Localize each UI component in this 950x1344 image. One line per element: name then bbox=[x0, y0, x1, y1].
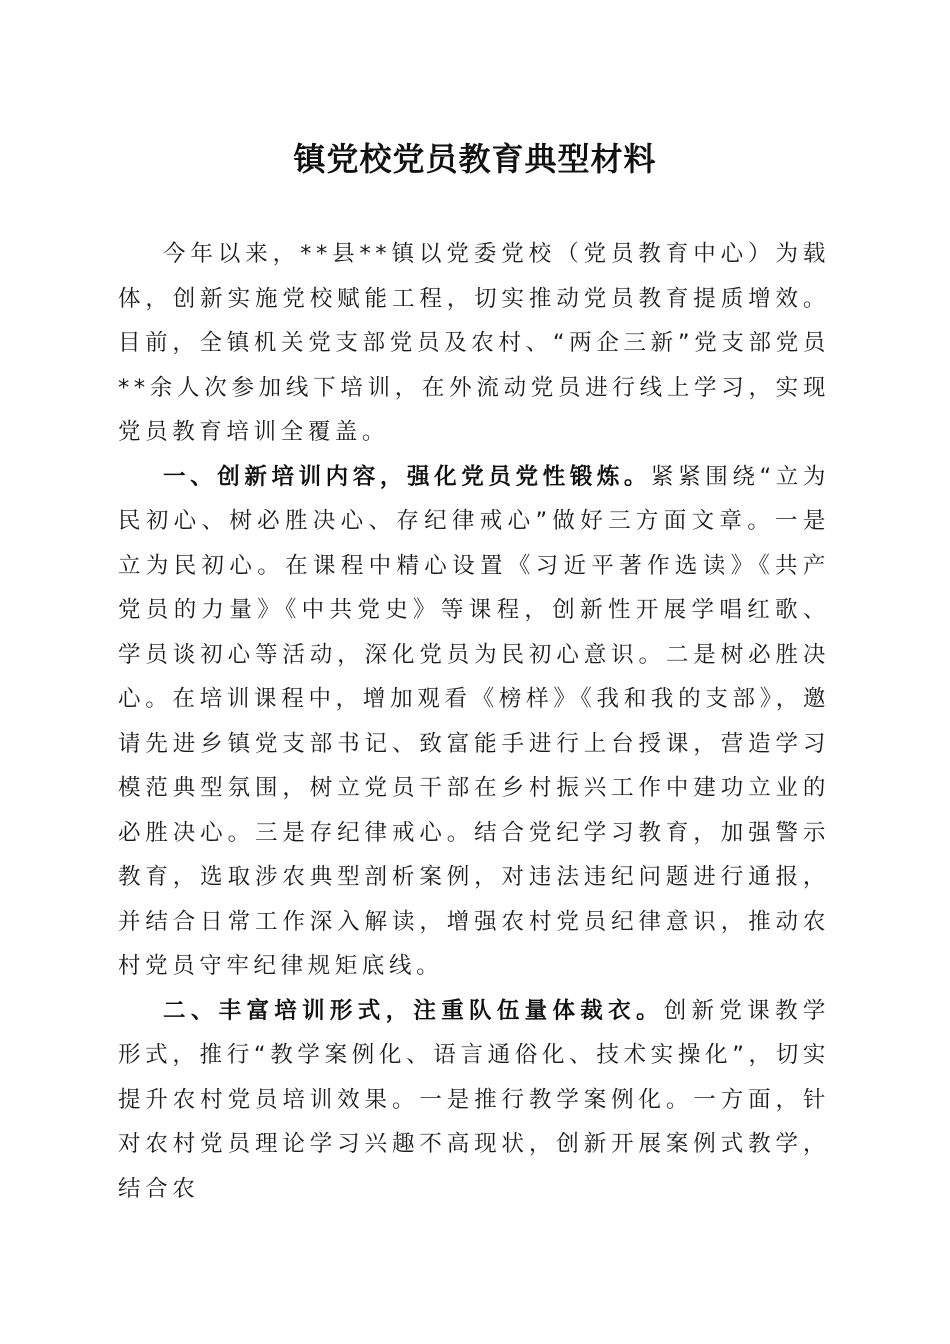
paragraph-text: 紧紧围绕“立为民初心、树必胜决心、存纪律戒心”做好三方面文章。一是立为民初心。在课程中精心设置《习近平著作选读》《共产党员的力量》《中共党史》等课程，创新性开展学唱红歌、学员谈初心等活动，深化党员为民初心意识。二是树必胜决心。在培训课程中，增加观看《榜样》《我和我的支部》，邀请先进乡镇党支部书记、致富能手进行上台授课，营造学习模范典型氛围，树立党员干部在乡村振兴工作中建功立业的必胜决心。三是存纪律戒心。结合党纪学习教育，加强警示教育，选取涉农典型剖析案例，对违法违纪问题进行通报，并结合日常工作深入解读，增强农村党员纪律意识，推动农村党员守牢纪律规矩底线。 bbox=[118, 463, 830, 979]
paragraph-text: 创新党课教学形式，推行“教学案例化、语言通俗化、技术实操化”，切实提升农村党员培训效果。一是推行教学案例化。一方面，针对农村党员理论学习兴趣不高现状，创新开展案例式教学，结合农 bbox=[118, 997, 830, 1202]
document-body bbox=[118, 232, 830, 1211]
paragraph-text: 今年以来，**县**镇以党委党校（党员教育中心）为载体，创新实施党校赋能工程，切实推动党员教育提质增效。目前，全镇机关党支部党员及农村、“两企三新”党支部党员**余人次参加线下培训，在外流动党员进行线上学习，实现党员教育培训全覆盖。 bbox=[118, 241, 830, 445]
paragraph-intro bbox=[118, 232, 830, 455]
section-heading: 一、创新培训内容，强化党员党性锻炼。 bbox=[163, 463, 652, 490]
document-title: 镇党校党员教育典型材料 bbox=[293, 140, 657, 178]
paragraph-section-2 bbox=[118, 989, 830, 1212]
paragraph-section-1 bbox=[118, 455, 830, 989]
section-heading: 二、丰富培训形式，注重队伍量体裁衣。 bbox=[163, 997, 664, 1024]
